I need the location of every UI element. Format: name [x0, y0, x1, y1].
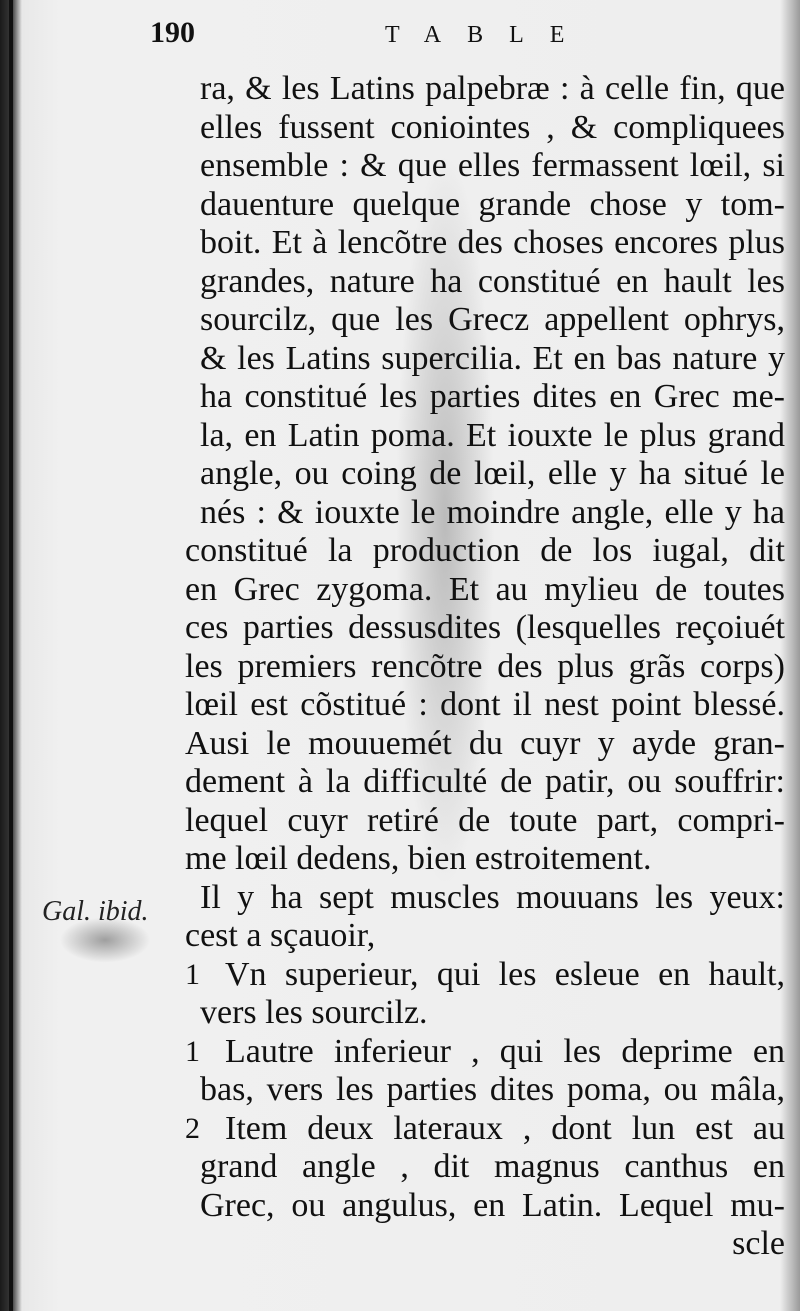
page-number: 190 [150, 16, 195, 49]
text-line [185, 263, 785, 302]
line-text: Lautre inferieur , qui les deprime en [225, 1032, 785, 1070]
text-line [185, 648, 785, 687]
line-text: lœil est cõstitué : dont il nest point blessé. [185, 686, 785, 723]
text-line [185, 840, 785, 879]
line-text: vers les sourcilz. [200, 994, 428, 1031]
line-text: la, en Latin poma. Et iouxte le plus grand [200, 416, 785, 454]
line-text: sourcilz, que les Grecz appellent ophrys, [200, 301, 785, 338]
text-line [185, 879, 785, 918]
line-text: Item deux lateraux , dont lun est au [225, 1109, 785, 1147]
line-text: nés : & iouxte le moindre angle, elle y ha [200, 493, 785, 531]
item-number: 1 [185, 1034, 200, 1068]
text-line [185, 686, 785, 725]
line-text: ha constitué les parties dites en Grec me- [200, 378, 785, 415]
line-text: Ausi le mouuemét du cuyr y ayde gran- [185, 724, 785, 762]
text-line [185, 378, 785, 417]
item-number: 2 [185, 1111, 200, 1145]
text-line [185, 417, 785, 456]
line-text: ra, & les Latins palpebræ : à celle fin, que [200, 70, 785, 107]
line-text: constitué la production de los iugal, dit [185, 532, 785, 569]
text-line [185, 494, 785, 533]
text-line [185, 1071, 785, 1110]
line-text: bas, vers les parties dites poma, ou mâla, [200, 1071, 785, 1108]
running-title: TABLE [385, 22, 591, 48]
text-line [185, 1148, 785, 1187]
text-line [185, 340, 785, 379]
item-number: 1 [185, 957, 200, 991]
line-text: grand angle , dit magnus canthus en [200, 1148, 785, 1185]
line-text: dement à la difficulté de patir, ou souffrir: [185, 763, 785, 800]
line-text: en Grec zygoma. Et au mylieu de toutes [185, 570, 785, 608]
text-line [185, 301, 785, 340]
line-text: elles fussent coniointes , & compliquees [200, 108, 785, 146]
margin-note: Gal. ibid. [42, 896, 149, 927]
line-text: Grec, ou angulus, en Latin. Lequel mu- [200, 1186, 785, 1224]
numbered-text-line [185, 956, 785, 995]
numbered-text-line [185, 1110, 785, 1149]
line-text: & les Latins supercilia. Et en bas nature y [200, 339, 785, 377]
line-text: scle [732, 1225, 785, 1262]
page-header [0, 6, 800, 49]
text-line [185, 802, 785, 841]
binding-gutter [9, 0, 13, 1311]
text-line [185, 1225, 785, 1264]
text-line [185, 109, 785, 148]
line-text: Vn superieur, qui les esleue en hault, [225, 955, 785, 993]
line-text: boit. Et à lencõtre des choses encores plus [200, 224, 785, 261]
line-text: Il y ha sept muscles mouuans les yeux: [200, 878, 785, 916]
text-line [185, 609, 785, 648]
text-line [185, 917, 785, 956]
numbered-text-line [185, 1033, 785, 1072]
line-text: les premiers rencõtre des plus grãs corps) [185, 647, 785, 685]
text-line [185, 70, 785, 109]
line-text: me lœil dedens, bien estroitement. [185, 840, 652, 877]
line-text: grandes, nature ha constitué en hault les [200, 262, 785, 300]
line-text: cest a sçauoir, [185, 917, 376, 954]
line-text: ces parties dessusdites (lesquelles reçoiuét [185, 609, 785, 646]
text-line [185, 994, 785, 1033]
line-text: angle, ou coing de lœil, elle y ha situé le [200, 455, 785, 492]
text-line [185, 224, 785, 263]
text-line [185, 571, 785, 610]
text-line [185, 147, 785, 186]
line-text: dauenture quelque grande chose y tom- [200, 185, 785, 223]
text-line [185, 763, 785, 802]
text-line [185, 1187, 785, 1226]
text-line [185, 455, 785, 494]
text-line [185, 725, 785, 764]
body-text [185, 70, 785, 1264]
text-line [185, 186, 785, 225]
line-text: lequel cuyr retiré de toute part, compri- [185, 801, 785, 839]
line-text: ensemble : & que elles fermassent lœil, si [200, 147, 785, 184]
text-line [185, 532, 785, 571]
